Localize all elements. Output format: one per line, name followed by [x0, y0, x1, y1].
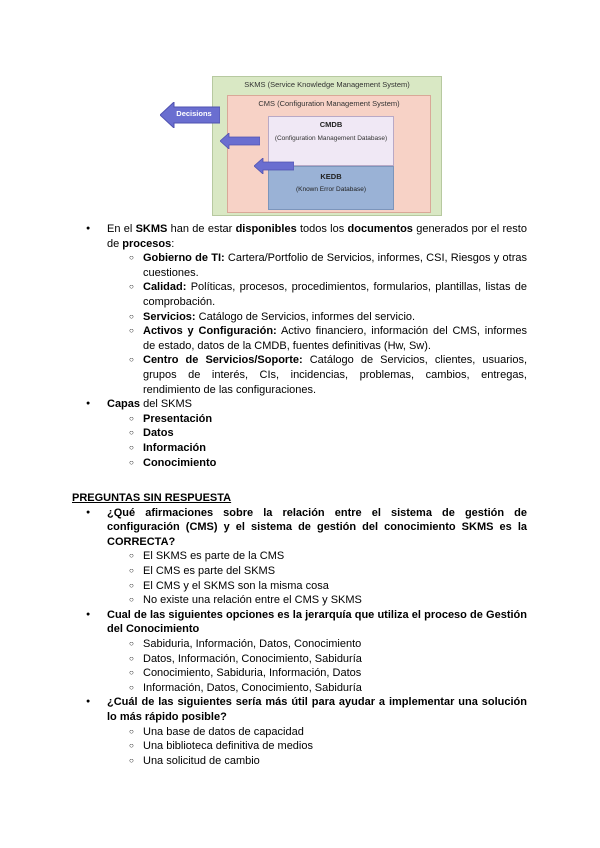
skms-diagram [160, 76, 444, 216]
note-text: En el [107, 223, 136, 235]
item-label: Datos [143, 427, 174, 440]
options-list [107, 725, 527, 769]
list-item [107, 353, 527, 397]
kedb-subtitle: (Known Error Database) [295, 186, 367, 193]
question-item [75, 506, 527, 608]
option-item: ○ Datos, Información, Conocimiento, Sabiduría [107, 652, 527, 667]
option-item: ○ Información, Datos, Conocimiento, Sabiduría [107, 681, 527, 696]
kedb-arrow-icon [254, 158, 294, 174]
document-body [72, 222, 528, 768]
option-item: ○ Una biblioteca definitiva de medios [107, 739, 527, 754]
skms-sublist [107, 251, 527, 397]
note-bold: procesos [122, 237, 172, 250]
skms-title: SKMS (Service Knowledge Management System) [244, 80, 410, 89]
item-label: Servicios: [143, 310, 196, 323]
item-text: Activo financiero, información del CMS, informes de estado, datos de la CMDB, fuentes definitivas (Hw, Sw). [143, 325, 527, 352]
list-item [107, 412, 527, 427]
option-item: ○ Conocimiento, Sabiduria, Información, Datos [107, 666, 527, 681]
item-label: Capas [107, 398, 141, 411]
note-text: generados por el resto de [107, 223, 527, 250]
question-item [75, 608, 527, 696]
question-item [75, 695, 527, 768]
item-label: Conocimiento [143, 456, 217, 469]
item-text: Catálogo de Servicios, clientes, usuarios, grupos de interés, CIs, incidencias, problemas, cambios, entregas, rendimiento de las configuraciones. [143, 354, 528, 396]
option-item: ○ El SKMS es parte de la CMS [107, 549, 527, 564]
list-item [107, 280, 527, 309]
options-list [107, 637, 527, 695]
item-label: Calidad: [143, 281, 187, 294]
option-item: ○ El CMS y el SKMS son la misma cosa [107, 579, 527, 594]
question-text: ● ¿Cuál de las siguientes sería más útil para ayudar a implementar una solución lo más rápido posible? [107, 696, 527, 723]
capas-note-item [75, 397, 527, 470]
cmdb-title: CMDB [319, 120, 343, 129]
cmdb-subtitle: (Configuration Management Database) [274, 135, 388, 142]
notes-list [75, 222, 527, 470]
option-item: ○ El CMS es parte del SKMS [107, 564, 527, 579]
note-bold: disponibles [235, 223, 297, 235]
option-item: ○ Una base de datos de capacidad [107, 725, 527, 740]
note-text: todos los [296, 223, 348, 235]
item-label: Gobierno de TI: [143, 252, 225, 265]
item-label: Información [143, 441, 206, 454]
cms-box [227, 95, 431, 213]
option-item: ○ No existe una relación entre el CMS y SKMS [107, 593, 527, 608]
options-list [107, 549, 527, 607]
decisions-label: Decisions [176, 109, 212, 118]
kedb-title: KEDB [320, 172, 342, 181]
item-text: del SKMS [140, 398, 192, 411]
item-label: Centro de Servicios/Soporte: [143, 354, 303, 367]
note-text: : [171, 237, 175, 250]
note-text: han de estar [167, 223, 236, 235]
option-item: ○ Una solicitud de cambio [107, 754, 527, 769]
note-bold: SKMS [135, 223, 168, 235]
list-item [107, 441, 527, 456]
option-item: ○ Sabiduria, Información, Datos, Conocimiento [107, 637, 527, 652]
question-text: ● ¿Qué afirmaciones sobre la relación entre el sistema de gestión de configuración (CMS) y el sistema de gestión del conocimiento SKMS es la CORRECTA? [107, 506, 527, 548]
item-label: Presentación [143, 412, 213, 425]
list-item [107, 456, 527, 471]
cms-arrow-icon [220, 133, 260, 149]
list-item [107, 426, 527, 441]
questions-list [75, 506, 527, 769]
item-text: Catálogo de Servicios, informes del servicio. [195, 310, 416, 323]
item-label: Activos y Configuración: [143, 325, 277, 338]
skms-note-item [75, 222, 527, 397]
list-item [107, 251, 527, 280]
item-text: Políticas, procesos, procedimientos, formularios, plantillas, listas de comprobación. [143, 281, 527, 308]
section-heading: PREGUNTAS SIN RESPUESTA [72, 492, 232, 505]
capas-sublist [107, 412, 527, 470]
list-item [107, 324, 527, 353]
list-item [107, 310, 527, 325]
cms-title: CMS (Configuration Management System) [258, 99, 400, 108]
item-text: Cartera/Portfolio de Servicios, informes, CSI, Riesgos y otras cuestiones. [143, 252, 527, 279]
question-text: ● Cual de las siguientes opciones es la jerarquía que utiliza el proceso de Gestión del Conocimiento [107, 608, 527, 636]
note-bold: documentos [347, 223, 413, 235]
